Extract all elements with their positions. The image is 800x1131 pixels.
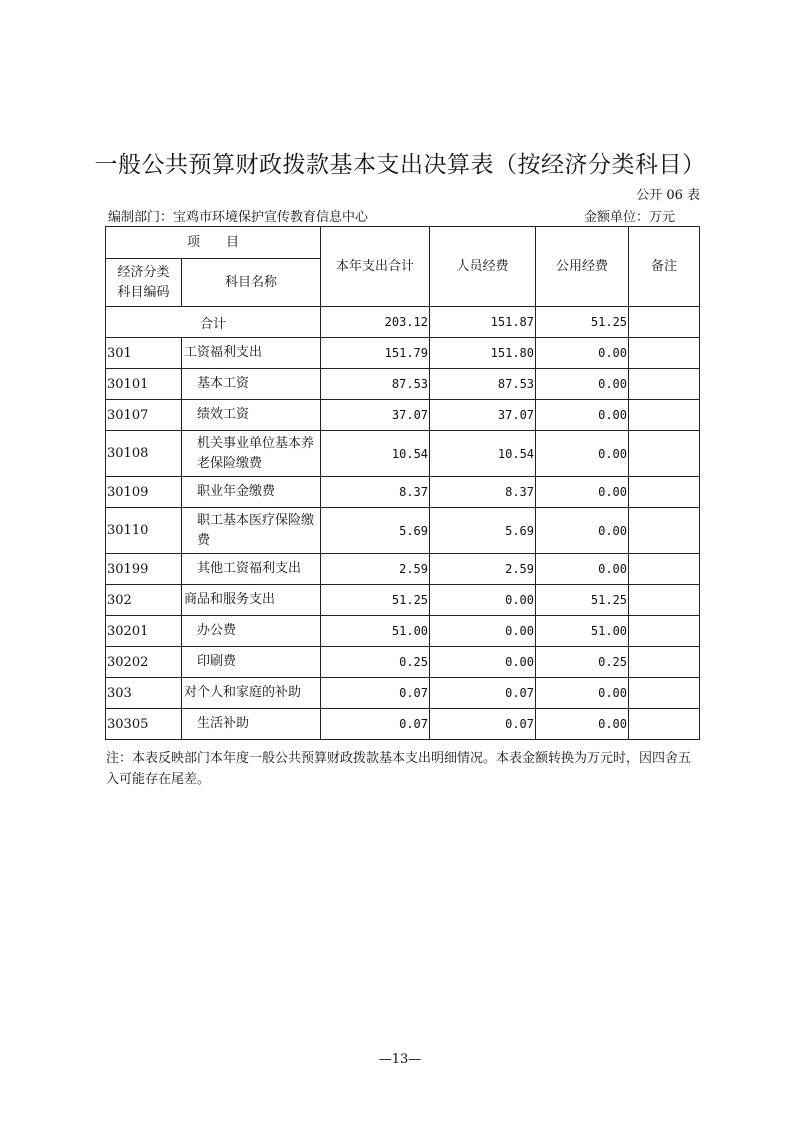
row-name: 印刷费 [182,647,321,678]
row-remark [629,554,700,585]
row-personnel: 0.00 [430,616,536,647]
row-public: 0.00 [536,431,629,477]
row-public: 51.00 [536,616,629,647]
row-total: 2.59 [321,554,430,585]
header-item: 项 目 [106,227,321,259]
row-code: 30107 [106,400,182,431]
row-personnel: 0.07 [430,678,536,709]
row-name: 生活补助 [182,709,321,740]
form-number: 公开 06 表 [636,188,700,203]
row-code: 30101 [106,369,182,400]
header-remark: 备注 [629,227,700,307]
row-name: 工资福利支出 [182,338,321,369]
unit-label: 金额单位：万元 [584,210,676,225]
row-personnel: 2.59 [430,554,536,585]
row-name: 机关事业单位基本养老保险缴费 [182,431,321,477]
table-row [106,554,700,585]
row-personnel: 5.69 [430,508,536,554]
row-public: 0.00 [536,678,629,709]
row-public: 0.00 [536,709,629,740]
row-total: 0.25 [321,647,430,678]
total-cell-total: 203.12 [321,307,430,338]
total-row [106,307,700,338]
table-row [106,400,700,431]
row-total: 51.25 [321,585,430,616]
row-name: 办公费 [182,616,321,647]
total-label: 合计 [106,307,321,338]
row-total: 151.79 [321,338,430,369]
table-row [106,477,700,508]
row-name: 职业年金缴费 [182,477,321,508]
table-row [106,338,700,369]
table-header [106,227,700,307]
row-name: 商品和服务支出 [182,585,321,616]
row-remark [629,477,700,508]
row-personnel: 37.07 [430,400,536,431]
row-remark [629,369,700,400]
header-personnel: 人员经费 [430,227,536,307]
row-code: 30110 [106,508,182,554]
document-title: 一般公共预算财政拨款基本支出决算表（按经济分类科目） [94,152,706,178]
row-remark [629,508,700,554]
row-name: 其他工资福利支出 [182,554,321,585]
row-name: 绩效工资 [182,400,321,431]
page-number: —13— [378,1052,422,1067]
total-cell-public: 51.25 [536,307,629,338]
row-personnel: 0.00 [430,585,536,616]
footnote: 注：本表反映部门本年度一般公共预算财政拨款基本支出明细情况。本表金额转换为万元时，因四舍五入可能存在尾差。 [106,751,692,787]
header-total: 本年支出合计 [321,227,430,307]
table-row [106,508,700,554]
row-remark [629,678,700,709]
row-total: 8.37 [321,477,430,508]
row-total: 10.54 [321,431,430,477]
row-name: 对个人和家庭的补助 [182,678,321,709]
row-personnel: 0.00 [430,647,536,678]
row-personnel: 8.37 [430,477,536,508]
row-public: 0.25 [536,647,629,678]
department-label: 编制部门：宝鸡市环境保护宣传教育信息中心 [108,210,369,225]
row-total: 0.07 [321,678,430,709]
table-row [106,678,700,709]
row-personnel: 10.54 [430,431,536,477]
table-row [106,616,700,647]
row-total: 0.07 [321,709,430,740]
row-public: 0.00 [536,554,629,585]
row-code: 30108 [106,431,182,477]
row-remark [629,431,700,477]
row-total: 5.69 [321,508,430,554]
document-meta [108,206,700,224]
table-row [106,647,700,678]
row-name: 职工基本医疗保险缴费 [182,508,321,554]
total-cell-remark [629,307,700,338]
table-row [106,585,700,616]
row-code: 30109 [106,477,182,508]
row-public: 0.00 [536,400,629,431]
row-public: 0.00 [536,508,629,554]
row-remark [629,647,700,678]
row-public: 0.00 [536,369,629,400]
row-code: 30199 [106,554,182,585]
row-code: 301 [106,338,182,369]
row-total: 37.07 [321,400,430,431]
row-remark [629,338,700,369]
row-public: 51.25 [536,585,629,616]
table-row [106,431,700,477]
row-code: 30202 [106,647,182,678]
budget-table [105,226,700,740]
row-remark [629,585,700,616]
row-code: 302 [106,585,182,616]
row-code: 303 [106,678,182,709]
row-remark [629,709,700,740]
row-total: 87.53 [321,369,430,400]
table-row [106,709,700,740]
header-public: 公用经费 [536,227,629,307]
row-total: 51.00 [321,616,430,647]
row-remark [629,400,700,431]
row-personnel: 151.80 [430,338,536,369]
row-name: 基本工资 [182,369,321,400]
row-code: 30201 [106,616,182,647]
table-row [106,369,700,400]
row-public: 0.00 [536,477,629,508]
header-code: 经济分类科目编码 [106,259,182,307]
row-public: 0.00 [536,338,629,369]
table-body [106,307,700,740]
row-personnel: 87.53 [430,369,536,400]
row-remark [629,616,700,647]
total-cell-personnel: 151.87 [430,307,536,338]
header-name: 科目名称 [182,259,321,307]
row-code: 30305 [106,709,182,740]
row-personnel: 0.07 [430,709,536,740]
